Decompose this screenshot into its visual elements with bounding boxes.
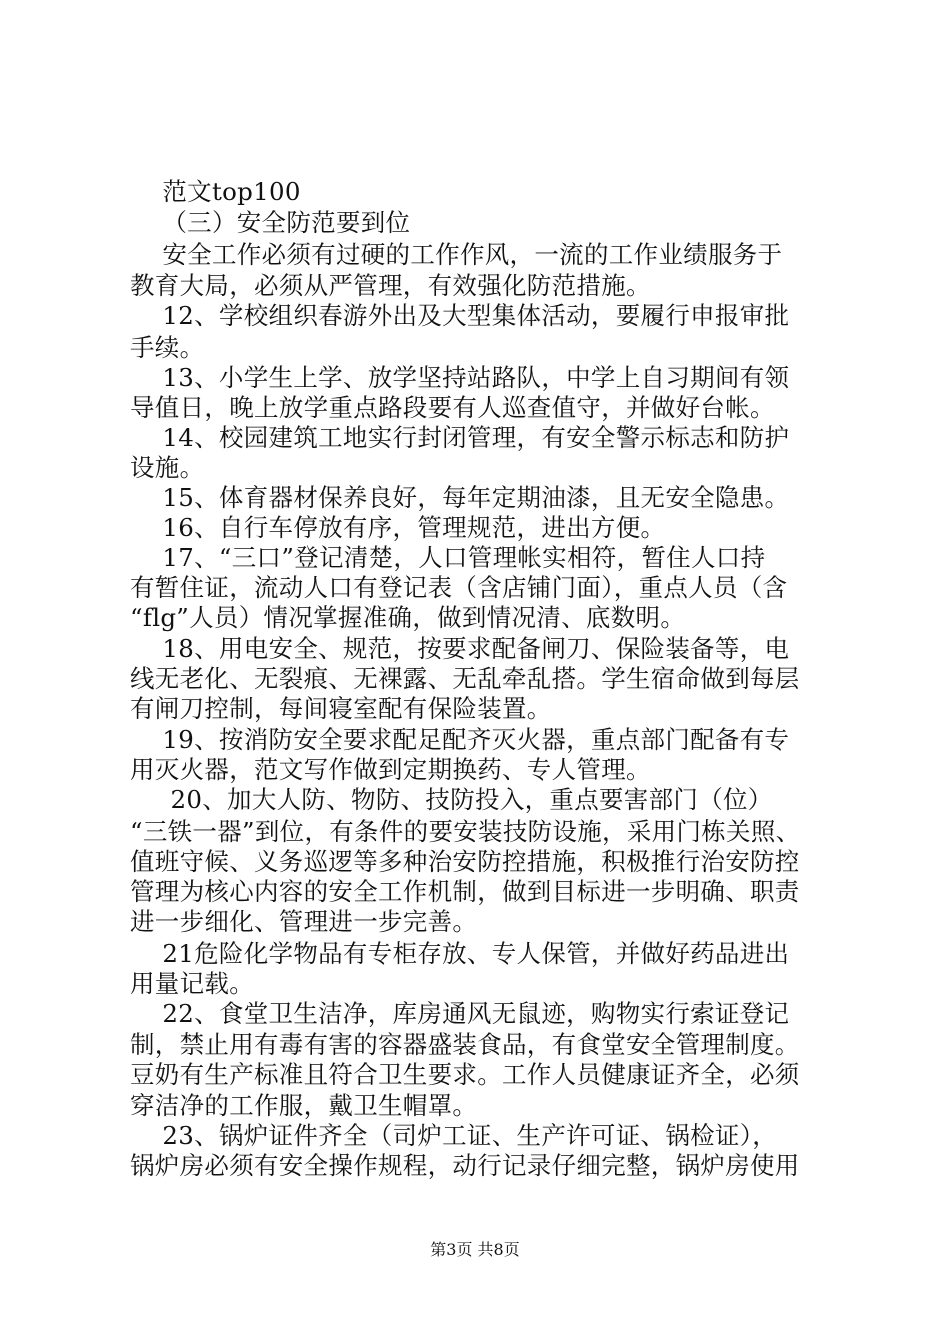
text-line: “三铁一器”到位，有条件的要安装技防设施，采用门栋关照、 <box>130 817 801 846</box>
text-line: 用量记载。 <box>130 969 254 998</box>
text-line: 有暂住证，流动人口有登记表（含店铺门面），重点人员（含 <box>130 573 788 602</box>
text-line: 14、校园建筑工地实行封闭管理，有安全警示标志和防护 <box>130 423 790 452</box>
page-number-footer: 第3页 共8页 <box>430 1240 520 1259</box>
text-line: 13、小学生上学、放学坚持站路队，中学上自习期间有领 <box>130 363 790 392</box>
text-line: 导值日，晚上放学重点路段要有人巡查值守，并做好台帐。 <box>130 393 775 422</box>
text-line: 12、学校组织春游外出及大型集体活动，要履行申报审批 <box>130 301 790 330</box>
text-line: 23、锅炉证件齐全（司炉工证、生产许可证、锅检证）， <box>130 1121 778 1150</box>
section-title: （三）安全防范要到位 <box>130 208 411 237</box>
text-line: 17、“三口”登记清楚，人口管理帐实相符，暂住人口持 <box>130 543 766 572</box>
text-line: 22、食堂卫生洁净，库房通风无鼠迹，购物实行索证登记 <box>130 999 790 1028</box>
text-line: 穿洁净的工作服，戴卫生帽罩。 <box>130 1091 478 1120</box>
text-line: 有闸刀控制，每间寝室配有保险装置。 <box>130 694 552 723</box>
text-line: 手续。 <box>130 333 205 362</box>
text-line: 进一步细化、管理进一步完善。 <box>130 907 478 936</box>
text-line: 用灭火器，范文写作做到定期换药、专人管理。 <box>130 755 651 784</box>
text-line: 19、按消防安全要求配足配齐灭火器，重点部门配备有专 <box>130 725 790 754</box>
text-line-heading: 范文top100 <box>130 177 301 206</box>
text-line: 豆奶有生产标准且符合卫生要求。工作人员健康证齐全，必须 <box>130 1060 800 1089</box>
text-line: 15、体育器材保养良好，每年定期油漆，且无安全隐患。 <box>130 483 790 512</box>
text-line: 16、自行车停放有序，管理规范，进出方便。 <box>130 513 666 542</box>
text-line: 18、用电安全、规范，按要求配备闸刀、保险装备等，电 <box>130 634 790 663</box>
text-line: 21危险化学物品有专柜存放、专人保管，并做好药品进出 <box>130 939 790 968</box>
text-line: 设施。 <box>130 453 205 482</box>
text-line: 安全工作必须有过硬的工作作风，一流的工作业绩服务于 <box>130 240 783 269</box>
text-line: 教育大局，必须从严管理，有效强化防范措施。 <box>130 271 651 300</box>
text-line: 锅炉房必须有安全操作规程，动行记录仔细完整，锅炉房使用 <box>130 1151 800 1180</box>
text-line: 制，禁止用有毒有害的容器盛装食品，有食堂安全管理制度。 <box>130 1030 800 1059</box>
text-line: 20、加大人防、物防、技防投入，重点要害部门（位） <box>130 785 773 814</box>
text-line: 值班守候、义务巡逻等多种治安防控措施，积极推行治安防控 <box>130 847 800 876</box>
text-line: 管理为核心内容的安全工作机制，做到目标进一步明确、职责 <box>130 877 800 906</box>
text-line: 线无老化、无裂痕、无裸露、无乱牵乱搭。学生宿命做到每层 <box>130 664 800 693</box>
text-line: “flg”人员）情况掌握准确，做到情况清、底数明。 <box>130 603 686 632</box>
